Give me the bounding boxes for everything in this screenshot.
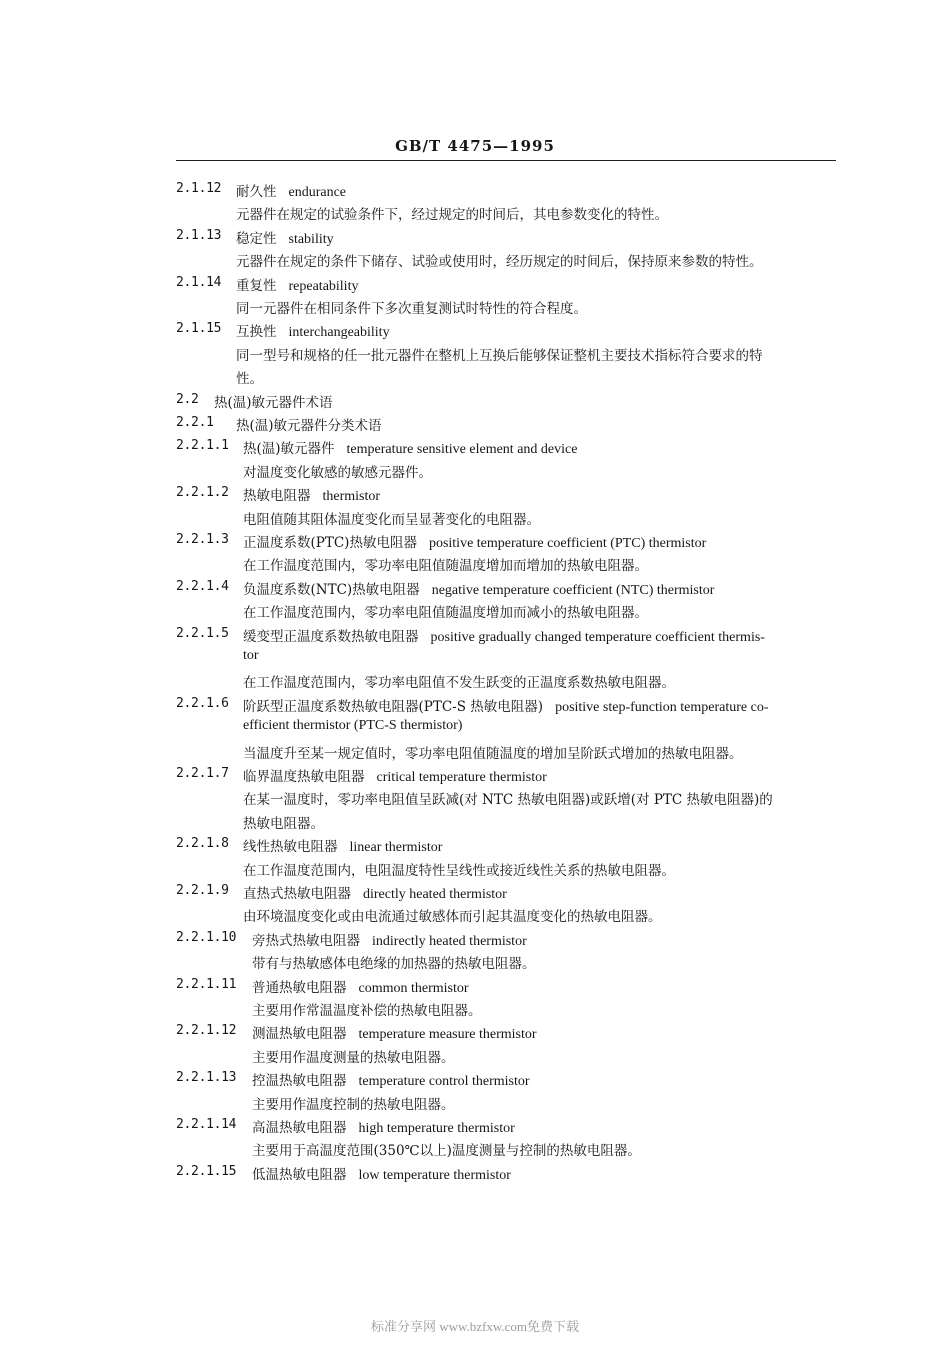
- term-chinese: 热(温)敏元器件: [243, 441, 335, 458]
- term-chinese: 普通热敏电阻器: [252, 979, 347, 996]
- term-english: temperature sensitive element and device: [346, 442, 578, 458]
- entry-number: 2.2.1.10: [176, 929, 237, 945]
- term-english: negative temperature coefficient (NTC) thermistor: [431, 582, 715, 598]
- entry-term: [252, 976, 469, 997]
- term-chinese: 阶跃型正温度系数热敏电阻器(PTC-S 热敏电阻器): [243, 698, 544, 715]
- term-english: critical temperature thermistor: [376, 770, 547, 785]
- term-chinese: 控温热敏电阻器: [252, 1073, 347, 1090]
- entry-number: 2.2.1.11: [176, 976, 237, 992]
- entry-definition: 元器件在规定的试验条件下，经过规定的时间后，其电参数变化的特性。: [236, 207, 668, 224]
- entry-number: 2.2.1.12: [176, 1023, 237, 1039]
- entry-definition: 性。: [236, 371, 263, 388]
- entry-term: [252, 1022, 537, 1043]
- entry-definition: 主要用于高温度范围(350℃以上)温度测量与控制的热敏电阻器。: [252, 1143, 641, 1160]
- entry-term: [243, 484, 380, 505]
- entry-definition: 在工作温度范围内，电阻温度特性呈线性或接近线性关系的热敏电阻器。: [243, 862, 675, 879]
- entry-definition: 元器件在规定的条件下储存、试验或使用时，经历规定的时间后，保持原来参数的特性。: [236, 254, 763, 271]
- entry-number: 2.2.1.8: [176, 836, 229, 852]
- entry-number: 2.2.1.1: [176, 438, 229, 454]
- term-chinese: 临界温度热敏电阻器: [243, 769, 365, 785]
- entry-number: 2.2.1.15: [176, 1163, 237, 1179]
- entry-number: 2.1.13: [176, 227, 222, 243]
- term-english: stability: [288, 231, 334, 247]
- entry-number: 2.2.1.2: [176, 485, 229, 501]
- term-chinese: 重复性: [236, 277, 277, 294]
- term-english: directly heated thermistor: [363, 887, 507, 902]
- entry-definition: 主要用作温度测量的热敏电阻器。: [252, 1049, 455, 1066]
- entry-term: [236, 227, 334, 248]
- term-chinese: 旁热式热敏电阻器: [252, 932, 360, 949]
- entry-number: 2.1.12: [176, 181, 222, 196]
- term-chinese: 缓变型正温度系数热敏电阻器: [243, 628, 419, 645]
- entry-term: [243, 531, 706, 552]
- entry-definition: 同一型号和规格的任一批元器件在整机上互换后能够保证整机主要技术指标符合要求的特: [236, 347, 763, 364]
- term-chinese: 稳定性: [236, 230, 277, 247]
- term-chinese: 直热式热敏电阻器: [243, 886, 351, 902]
- entry-definition: 由环境温度变化或由电流通过敏感体而引起其温度变化的热敏电阻器。: [243, 909, 662, 926]
- entry-term: [252, 1069, 530, 1090]
- entry-number: 2.2.1.7: [176, 766, 229, 781]
- term-english: indirectly heated thermistor: [372, 933, 527, 949]
- entry-definition: 主要用作常温温度补偿的热敏电阻器。: [252, 1003, 482, 1019]
- entry-term: [243, 437, 577, 458]
- entry-number: 2.2.1.14: [176, 1117, 237, 1132]
- entry-definition: 热敏电阻器。: [243, 815, 324, 832]
- term-chinese: 正温度系数(PTC)热敏电阻器: [243, 535, 417, 551]
- entry-definition: 带有与热敏感体电绝缘的加热器的热敏电阻器。: [252, 956, 536, 973]
- entry-number: 2.2.1: [176, 415, 214, 430]
- entry-term: [252, 929, 527, 950]
- entry-number: 2.2.1.3: [176, 532, 229, 547]
- term-english: thermistor: [322, 489, 381, 505]
- term-english-continued: tor: [243, 648, 259, 663]
- term-chinese: 低温热敏电阻器: [252, 1166, 347, 1183]
- entry-term: [236, 320, 390, 341]
- entry-definition: 电阻值随其阻体温度变化而呈显著变化的电阻器。: [243, 511, 540, 528]
- term-english: low temperature thermistor: [358, 1167, 511, 1183]
- entry-term: [214, 391, 333, 411]
- term-english: interchangeability: [288, 325, 390, 341]
- entry-definition: 在某一温度时，零功率电阻值呈跃减(对 NTC 热敏电阻器)或跃增(对 PTC 热敏电阻器)的: [243, 792, 773, 809]
- term-english: positive step-function temperature co-: [555, 699, 769, 715]
- term-english: repeatability: [288, 278, 359, 294]
- entry-number: 2.2.1.6: [176, 695, 229, 711]
- term-english: temperature control thermistor: [358, 1074, 530, 1090]
- term-english: endurance: [288, 185, 347, 200]
- entry-term: [236, 274, 358, 295]
- standard-header: GB/T 4475—1995: [395, 137, 555, 155]
- entry-term: [243, 695, 769, 716]
- term-english-continued: efficient thermistor (PTC-S thermistor): [243, 718, 463, 734]
- entry-definition: 当温度升至某一规定值时，零功率电阻值随温度的增加呈阶跃式增加的热敏电阻器。: [243, 745, 743, 762]
- term-chinese: 热(温)敏元器件分类术语: [236, 418, 382, 434]
- entry-term: [236, 180, 346, 201]
- entry-term: [243, 578, 714, 599]
- term-chinese: 高温热敏电阻器: [252, 1120, 347, 1136]
- entry-definition: 在工作温度范围内，零功率电阻值不发生跃变的正温度系数热敏电阻器。: [243, 675, 675, 692]
- term-chinese: 耐久性: [236, 184, 277, 200]
- entry-number: 2.1.14: [176, 274, 222, 290]
- entry-number: 2.1.15: [176, 321, 222, 337]
- footer-watermark: 标准分享网 www.bzfxw.com免费下载: [370, 1319, 580, 1334]
- entry-definition: 同一元器件在相同条件下多次重复测试时特性的符合程度。: [236, 301, 587, 317]
- header-rule: [176, 160, 836, 161]
- term-chinese: 线性热敏电阻器: [243, 839, 338, 856]
- entry-definition: 主要用作温度控制的热敏电阻器。: [252, 1096, 455, 1113]
- term-english: positive gradually changed temperature coefficient thermis-: [430, 629, 765, 645]
- entry-definition: 对温度变化敏感的敏感元器件。: [243, 464, 432, 481]
- entry-number: 2.2.1.5: [176, 625, 229, 641]
- entry-definition: 在工作温度范围内，零功率电阻值随温度增加而减小的热敏电阻器。: [243, 605, 648, 622]
- term-english: common thermistor: [358, 980, 469, 996]
- entry-term: [243, 765, 547, 786]
- term-english: positive temperature coefficient (PTC) thermistor: [428, 536, 707, 551]
- term-english: temperature measure thermistor: [358, 1027, 537, 1043]
- term-chinese: 热敏电阻器: [243, 488, 311, 505]
- term-chinese: 互换性: [236, 324, 277, 341]
- entry-term: [243, 625, 765, 646]
- entry-number: 2.2.1.4: [176, 578, 229, 594]
- term-chinese: 负温度系数(NTC)热敏电阻器: [243, 581, 420, 598]
- term-english: high temperature thermistor: [358, 1121, 515, 1136]
- entry-term: [252, 1163, 511, 1184]
- term-chinese: 热(温)敏元器件术语: [214, 394, 333, 411]
- entry-term: [243, 882, 507, 903]
- entry-number: 2.2: [176, 391, 199, 407]
- entry-term: [243, 835, 442, 856]
- entry-term: [252, 1116, 515, 1137]
- term-chinese: 测温热敏电阻器: [252, 1026, 347, 1043]
- entry-number: 2.2.1.9: [176, 883, 229, 898]
- term-english: linear thermistor: [349, 840, 443, 856]
- entry-definition: 在工作温度范围内，零功率电阻值随温度增加而增加的热敏电阻器。: [243, 558, 648, 575]
- entry-term: [236, 414, 382, 434]
- entry-number: 2.2.1.13: [176, 1070, 237, 1086]
